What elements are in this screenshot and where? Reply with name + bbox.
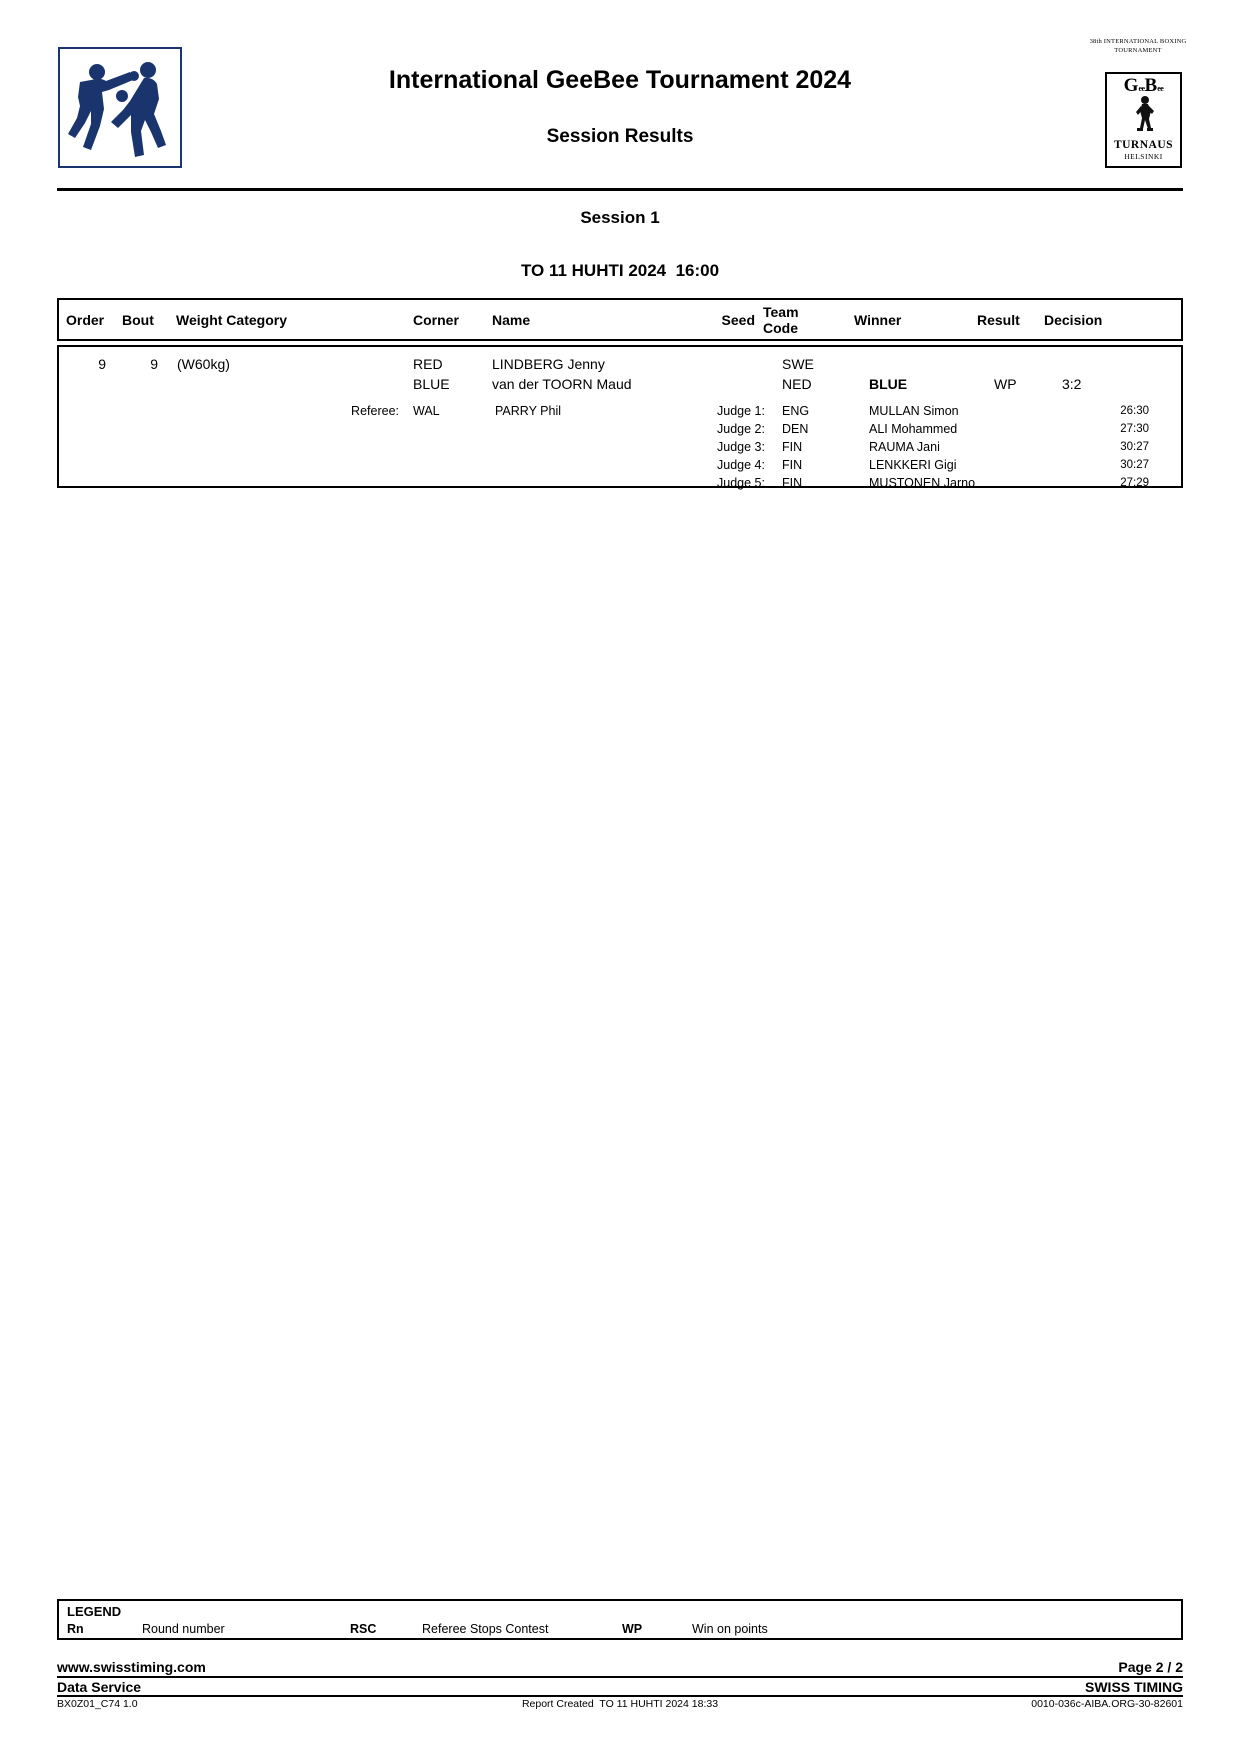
bout-result-row <box>57 345 1183 488</box>
judge-name: MULLAN Simon <box>869 404 959 418</box>
standing-boxer-icon <box>1124 95 1164 135</box>
footer-divider-2 <box>57 1695 1183 1697</box>
col-header-team-code <box>763 303 799 335</box>
judge-name: RAUMA Jani <box>869 440 940 454</box>
judge-team-code: DEN <box>782 422 809 436</box>
legend-title: LEGEND <box>67 1604 122 1619</box>
result-value: WP <box>994 376 1017 392</box>
judge-score: 26:30 <box>1120 405 1149 417</box>
judge-score: 27:30 <box>1120 423 1149 435</box>
referee-label: Referee: <box>351 404 399 418</box>
judge-team-code: FIN <box>782 476 803 490</box>
bout-weight-category: (W60kg) <box>177 356 230 372</box>
judge-team-code: ENG <box>782 404 810 418</box>
blue-team-code: NED <box>782 376 812 392</box>
geebee-logo <box>1105 72 1182 168</box>
judge-score: 30:27 <box>1120 441 1149 453</box>
col-header-weight-category: Weight Category <box>176 311 287 328</box>
swiss-timing-brand: SWISS TIMING <box>1085 1679 1183 1695</box>
legend-desc: Win on points <box>692 1622 768 1636</box>
judge-label: Judge 5: <box>717 476 765 490</box>
judge-score: 30:27 <box>1120 459 1149 471</box>
col-header-corner: Corner <box>413 311 459 328</box>
judge-label: Judge 2: <box>717 422 765 436</box>
winner-value: BLUE <box>869 376 908 392</box>
geebee-mark <box>1107 76 1180 95</box>
decision-value: 3:2 <box>1062 376 1082 392</box>
geebee-helsinki-label: HELSINKI <box>1124 151 1163 161</box>
page-subtitle: Session Results <box>546 126 694 147</box>
col-header-seed: Seed <box>721 311 755 328</box>
document-code: BX0Z01_C74 1.0 <box>57 1698 138 1710</box>
legend-abbr: WP <box>622 1622 643 1636</box>
col-header-result: Result <box>977 311 1020 328</box>
bout-number: 9 <box>150 356 158 372</box>
swisstiming-link[interactable]: www.swisstiming.com <box>57 1659 206 1675</box>
session-datetime: TO 11 HUHTI 2024 16:00 <box>520 261 720 280</box>
judge-name: ALI Mohammed <box>869 422 958 436</box>
legend-abbr: Rn <box>67 1622 84 1636</box>
red-corner-label: RED <box>413 356 443 372</box>
geebee-mark-bee: ee <box>1157 84 1164 93</box>
red-team-code: SWE <box>782 356 814 372</box>
blue-corner-label: BLUE <box>413 376 450 392</box>
judge-team-code: FIN <box>782 458 803 472</box>
col-header-bout: Bout <box>122 311 154 328</box>
referee-name: PARRY Phil <box>495 404 562 418</box>
results-table-header <box>57 298 1183 341</box>
judge-label: Judge 3: <box>717 440 765 454</box>
legend-desc: Round number <box>142 1622 225 1636</box>
geebee-turnaus-label: TURNAUS <box>1113 139 1174 151</box>
geebee-mark-b: B <box>1144 75 1158 96</box>
col-header-order: Order <box>66 311 105 328</box>
blue-boxer-name: van der TOORN Maud <box>492 376 632 392</box>
judge-name: LENKKERI Gigi <box>869 458 957 472</box>
page-number: Page 2 / 2 <box>1118 1659 1183 1675</box>
col-header-code: Code <box>763 319 798 336</box>
red-boxer-name: LINDBERG Jenny <box>492 356 605 372</box>
geebee-mark-gee: ee <box>1138 84 1145 93</box>
col-header-name: Name <box>492 311 531 328</box>
judge-score: 27:29 <box>1120 477 1149 489</box>
reference-code: 0010-036c-AIBA.ORG-30-82601 <box>1031 1698 1183 1710</box>
geebee-mark-g: G <box>1123 75 1139 96</box>
page-title: International GeeBee Tournament 2024 <box>388 66 852 94</box>
report-created-timestamp: Report Created TO 11 HUHTI 2024 18:33 <box>521 1698 719 1710</box>
data-service-label: Data Service <box>57 1679 142 1695</box>
col-header-decision: Decision <box>1044 311 1103 328</box>
bout-order: 9 <box>98 356 106 372</box>
col-header-team: Team <box>763 303 799 320</box>
session-title: Session 1 <box>580 208 660 227</box>
judge-label: Judge 4: <box>717 458 765 472</box>
judge-team-code: FIN <box>782 440 803 454</box>
legend-desc: Referee Stops Contest <box>422 1622 549 1636</box>
referee-team-code: WAL <box>413 404 440 418</box>
legend-box <box>57 1599 1183 1640</box>
legend-abbr: RSC <box>350 1622 377 1636</box>
judge-label: Judge 1: <box>717 404 765 418</box>
col-header-winner: Winner <box>854 311 902 328</box>
header-divider <box>57 188 1183 191</box>
judge-name: MUSTONEN Jarno <box>869 476 976 490</box>
footer-divider-1 <box>57 1676 1183 1678</box>
geebee-logo-toptext: 38th INTERNATIONAL BOXING TOURNAMENT <box>1089 38 1187 54</box>
